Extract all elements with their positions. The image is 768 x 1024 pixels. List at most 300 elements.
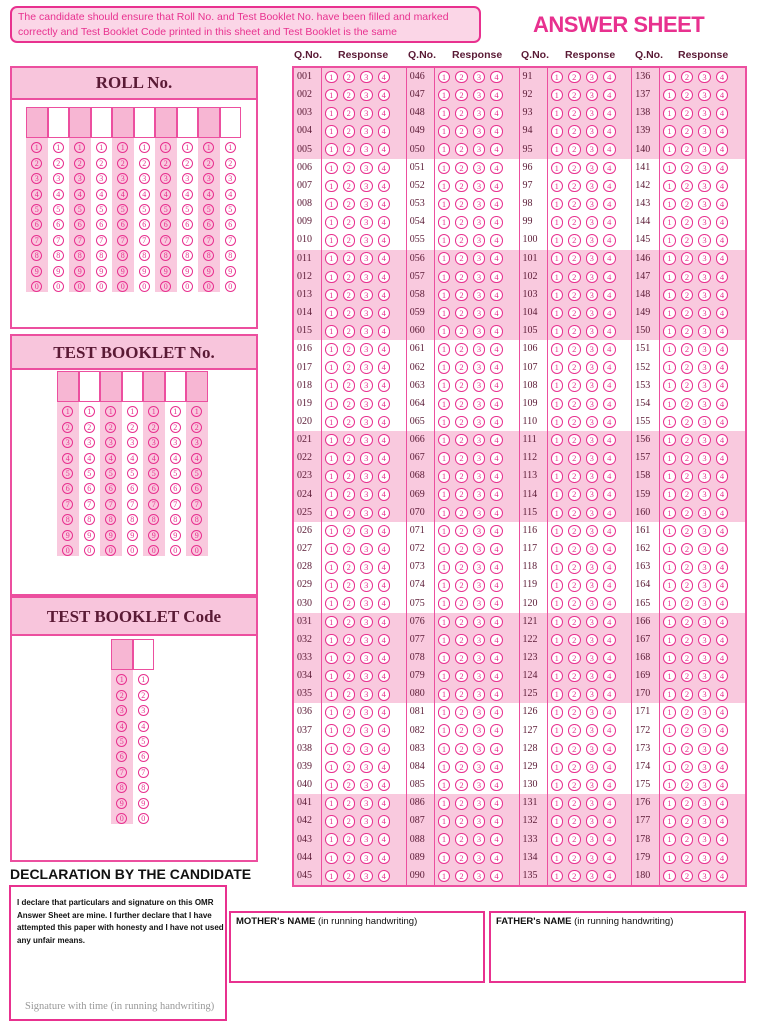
option-bubble[interactable]: 2	[681, 561, 694, 574]
option-bubble[interactable]: 4	[490, 761, 503, 774]
option-bubble[interactable]: 4	[716, 488, 729, 501]
option-bubble[interactable]: 3	[360, 234, 373, 247]
option-bubble[interactable]: 2	[568, 743, 581, 756]
booklet-no-digit-bubble[interactable]: 0	[148, 545, 159, 556]
option-bubble[interactable]: 3	[360, 488, 373, 501]
option-bubble[interactable]: 3	[698, 815, 711, 828]
option-bubble[interactable]: 1	[325, 162, 338, 175]
booklet-code-digit-bubble[interactable]: 9	[138, 798, 149, 809]
roll-digit-bubble[interactable]: 8	[96, 250, 107, 261]
option-bubble[interactable]: 4	[603, 271, 616, 284]
option-bubble[interactable]: 2	[343, 579, 356, 592]
option-bubble[interactable]: 1	[438, 71, 451, 84]
option-bubble[interactable]: 2	[568, 343, 581, 356]
option-bubble[interactable]: 4	[603, 470, 616, 483]
booklet-no-digit-bubble[interactable]: 8	[170, 514, 181, 525]
option-bubble[interactable]: 4	[378, 216, 391, 229]
option-bubble[interactable]: 2	[455, 289, 468, 302]
option-bubble[interactable]: 1	[551, 706, 564, 719]
option-bubble[interactable]: 4	[378, 252, 391, 265]
option-bubble[interactable]: 1	[551, 470, 564, 483]
option-bubble[interactable]: 4	[716, 125, 729, 138]
option-bubble[interactable]: 3	[473, 507, 486, 520]
option-bubble[interactable]: 3	[698, 307, 711, 320]
option-bubble[interactable]: 4	[490, 289, 503, 302]
option-bubble[interactable]: 3	[586, 761, 599, 774]
roll-digit-bubble[interactable]: 7	[203, 235, 214, 246]
option-bubble[interactable]: 1	[663, 597, 676, 610]
booklet-code-digit-bubble[interactable]: 4	[116, 721, 127, 732]
option-bubble[interactable]: 1	[438, 761, 451, 774]
roll-digit-bubble[interactable]: 3	[74, 173, 85, 184]
option-bubble[interactable]: 4	[378, 198, 391, 211]
option-bubble[interactable]: 1	[325, 379, 338, 392]
option-bubble[interactable]: 1	[551, 434, 564, 447]
option-bubble[interactable]: 3	[473, 706, 486, 719]
option-bubble[interactable]: 1	[551, 361, 564, 374]
booklet-no-digit-bubble[interactable]: 5	[191, 468, 202, 479]
option-bubble[interactable]: 4	[378, 307, 391, 320]
booklet-no-digit-bubble[interactable]: 6	[127, 483, 138, 494]
option-bubble[interactable]: 1	[551, 379, 564, 392]
option-bubble[interactable]: 4	[716, 398, 729, 411]
option-bubble[interactable]: 1	[325, 688, 338, 701]
option-bubble[interactable]: 2	[681, 180, 694, 193]
option-bubble[interactable]: 1	[663, 452, 676, 465]
roll-digit-bubble[interactable]: 9	[31, 266, 42, 277]
option-bubble[interactable]: 2	[343, 198, 356, 211]
roll-digit-bubble[interactable]: 4	[225, 189, 236, 200]
option-bubble[interactable]: 4	[716, 761, 729, 774]
booklet-no-digit-bubble[interactable]: 8	[62, 514, 73, 525]
option-bubble[interactable]: 3	[586, 543, 599, 556]
roll-digit-bubble[interactable]: 9	[182, 266, 193, 277]
option-bubble[interactable]: 1	[663, 779, 676, 792]
option-bubble[interactable]: 1	[438, 634, 451, 647]
option-bubble[interactable]: 3	[360, 579, 373, 592]
option-bubble[interactable]: 2	[568, 89, 581, 102]
option-bubble[interactable]: 3	[360, 761, 373, 774]
option-bubble[interactable]: 4	[378, 125, 391, 138]
option-bubble[interactable]: 4	[603, 434, 616, 447]
option-bubble[interactable]: 1	[438, 579, 451, 592]
option-bubble[interactable]: 3	[360, 307, 373, 320]
option-bubble[interactable]: 4	[490, 561, 503, 574]
option-bubble[interactable]: 2	[681, 107, 694, 120]
option-bubble[interactable]: 3	[698, 852, 711, 865]
option-bubble[interactable]: 4	[378, 379, 391, 392]
option-bubble[interactable]: 3	[698, 507, 711, 520]
option-bubble[interactable]: 1	[438, 361, 451, 374]
roll-digit-bubble[interactable]: 6	[31, 219, 42, 230]
option-bubble[interactable]: 2	[343, 234, 356, 247]
option-bubble[interactable]: 4	[378, 652, 391, 665]
roll-digit-bubble[interactable]: 5	[139, 204, 150, 215]
option-bubble[interactable]: 1	[663, 125, 676, 138]
option-bubble[interactable]: 1	[551, 852, 564, 865]
booklet-code-digit-bubble[interactable]: 1	[138, 674, 149, 685]
roll-digit-bubble[interactable]: 5	[74, 204, 85, 215]
option-bubble[interactable]: 1	[551, 616, 564, 629]
option-bubble[interactable]: 2	[455, 307, 468, 320]
roll-digit-bubble[interactable]: 5	[96, 204, 107, 215]
option-bubble[interactable]: 1	[551, 416, 564, 429]
option-bubble[interactable]: 3	[586, 616, 599, 629]
option-bubble[interactable]: 3	[473, 379, 486, 392]
option-bubble[interactable]: 1	[551, 216, 564, 229]
roll-digit-bubble[interactable]: 0	[74, 281, 85, 292]
booklet-no-digit-bubble[interactable]: 0	[191, 545, 202, 556]
option-bubble[interactable]: 4	[716, 743, 729, 756]
option-bubble[interactable]: 1	[438, 125, 451, 138]
booklet-no-digit-bubble[interactable]: 4	[62, 453, 73, 464]
option-bubble[interactable]: 1	[551, 398, 564, 411]
option-bubble[interactable]: 1	[663, 198, 676, 211]
option-bubble[interactable]: 4	[378, 616, 391, 629]
option-bubble[interactable]: 2	[568, 543, 581, 556]
roll-digit-bubble[interactable]: 1	[182, 142, 193, 153]
option-bubble[interactable]: 3	[698, 252, 711, 265]
option-bubble[interactable]: 2	[568, 507, 581, 520]
option-bubble[interactable]: 2	[681, 688, 694, 701]
option-bubble[interactable]: 2	[455, 379, 468, 392]
option-bubble[interactable]: 4	[603, 71, 616, 84]
option-bubble[interactable]: 3	[360, 634, 373, 647]
option-bubble[interactable]: 1	[438, 379, 451, 392]
option-bubble[interactable]: 1	[325, 271, 338, 284]
option-bubble[interactable]: 2	[681, 488, 694, 501]
option-bubble[interactable]: 3	[360, 797, 373, 810]
option-bubble[interactable]: 4	[378, 434, 391, 447]
option-bubble[interactable]: 1	[438, 525, 451, 538]
option-bubble[interactable]: 3	[586, 216, 599, 229]
option-bubble[interactable]: 2	[568, 452, 581, 465]
option-bubble[interactable]: 3	[473, 398, 486, 411]
roll-digit-bubble[interactable]: 4	[53, 189, 64, 200]
option-bubble[interactable]: 4	[603, 543, 616, 556]
booklet-no-digit-bubble[interactable]: 2	[127, 422, 138, 433]
option-bubble[interactable]: 3	[698, 125, 711, 138]
roll-digit-bubble[interactable]: 7	[74, 235, 85, 246]
booklet-no-digit-bubble[interactable]: 7	[105, 499, 116, 510]
option-bubble[interactable]: 2	[568, 434, 581, 447]
option-bubble[interactable]: 3	[698, 543, 711, 556]
roll-digit-bubble[interactable]: 7	[31, 235, 42, 246]
option-bubble[interactable]: 1	[438, 616, 451, 629]
option-bubble[interactable]: 3	[586, 507, 599, 520]
option-bubble[interactable]: 1	[438, 325, 451, 338]
option-bubble[interactable]: 3	[586, 706, 599, 719]
option-bubble[interactable]: 2	[568, 234, 581, 247]
option-bubble[interactable]: 3	[473, 452, 486, 465]
option-bubble[interactable]: 1	[663, 634, 676, 647]
option-bubble[interactable]: 1	[438, 107, 451, 120]
option-bubble[interactable]: 4	[716, 89, 729, 102]
option-bubble[interactable]: 3	[586, 361, 599, 374]
roll-digit-bubble[interactable]: 1	[31, 142, 42, 153]
option-bubble[interactable]: 2	[681, 797, 694, 810]
roll-digit-bubble[interactable]: 2	[96, 158, 107, 169]
option-bubble[interactable]: 4	[603, 852, 616, 865]
option-bubble[interactable]: 1	[551, 488, 564, 501]
option-bubble[interactable]: 3	[698, 761, 711, 774]
option-bubble[interactable]: 2	[455, 761, 468, 774]
option-bubble[interactable]: 2	[455, 724, 468, 737]
option-bubble[interactable]: 1	[438, 180, 451, 193]
option-bubble[interactable]: 3	[360, 470, 373, 483]
option-bubble[interactable]: 3	[360, 252, 373, 265]
option-bubble[interactable]: 1	[551, 289, 564, 302]
option-bubble[interactable]: 4	[716, 289, 729, 302]
option-bubble[interactable]: 4	[378, 234, 391, 247]
option-bubble[interactable]: 3	[586, 470, 599, 483]
option-bubble[interactable]: 3	[360, 434, 373, 447]
option-bubble[interactable]: 2	[568, 616, 581, 629]
option-bubble[interactable]: 1	[551, 724, 564, 737]
option-bubble[interactable]: 2	[455, 452, 468, 465]
booklet-code-digit-bubble[interactable]: 1	[116, 674, 127, 685]
option-bubble[interactable]: 1	[325, 797, 338, 810]
option-bubble[interactable]: 4	[603, 488, 616, 501]
option-bubble[interactable]: 2	[343, 89, 356, 102]
booklet-no-digit-bubble[interactable]: 3	[191, 437, 202, 448]
roll-digit-bubble[interactable]: 9	[225, 266, 236, 277]
option-bubble[interactable]: 2	[343, 343, 356, 356]
option-bubble[interactable]: 4	[378, 833, 391, 846]
option-bubble[interactable]: 2	[681, 271, 694, 284]
option-bubble[interactable]: 4	[716, 779, 729, 792]
option-bubble[interactable]: 3	[473, 743, 486, 756]
option-bubble[interactable]: 3	[473, 252, 486, 265]
option-bubble[interactable]: 4	[716, 416, 729, 429]
option-bubble[interactable]: 3	[586, 379, 599, 392]
option-bubble[interactable]: 1	[325, 779, 338, 792]
roll-digit-bubble[interactable]: 5	[31, 204, 42, 215]
option-bubble[interactable]: 1	[325, 488, 338, 501]
option-bubble[interactable]: 2	[681, 616, 694, 629]
option-bubble[interactable]: 2	[568, 361, 581, 374]
booklet-no-entry-box[interactable]	[165, 371, 187, 402]
option-bubble[interactable]: 3	[698, 216, 711, 229]
booklet-code-entry-box[interactable]	[111, 639, 133, 670]
option-bubble[interactable]: 3	[586, 162, 599, 175]
option-bubble[interactable]: 4	[603, 416, 616, 429]
booklet-no-entry-box[interactable]	[79, 371, 101, 402]
roll-digit-bubble[interactable]: 8	[31, 250, 42, 261]
option-bubble[interactable]: 2	[455, 180, 468, 193]
option-bubble[interactable]: 2	[681, 852, 694, 865]
option-bubble[interactable]: 1	[438, 724, 451, 737]
option-bubble[interactable]: 1	[551, 797, 564, 810]
option-bubble[interactable]: 4	[603, 252, 616, 265]
option-bubble[interactable]: 1	[325, 307, 338, 320]
option-bubble[interactable]: 4	[716, 797, 729, 810]
option-bubble[interactable]: 4	[378, 416, 391, 429]
option-bubble[interactable]: 2	[568, 597, 581, 610]
option-bubble[interactable]: 1	[663, 470, 676, 483]
option-bubble[interactable]: 3	[698, 71, 711, 84]
option-bubble[interactable]: 1	[325, 833, 338, 846]
option-bubble[interactable]: 4	[490, 89, 503, 102]
option-bubble[interactable]: 4	[490, 724, 503, 737]
option-bubble[interactable]: 4	[490, 379, 503, 392]
option-bubble[interactable]: 2	[455, 543, 468, 556]
option-bubble[interactable]: 1	[438, 271, 451, 284]
option-bubble[interactable]: 2	[681, 761, 694, 774]
booklet-no-digit-bubble[interactable]: 7	[148, 499, 159, 510]
option-bubble[interactable]: 4	[716, 234, 729, 247]
option-bubble[interactable]: 4	[603, 343, 616, 356]
option-bubble[interactable]: 1	[325, 706, 338, 719]
option-bubble[interactable]: 1	[325, 525, 338, 538]
roll-digit-bubble[interactable]: 6	[53, 219, 64, 230]
option-bubble[interactable]: 1	[663, 852, 676, 865]
option-bubble[interactable]: 4	[490, 634, 503, 647]
signature-label[interactable]: Signature with time (in running handwriting)	[25, 1001, 215, 1012]
option-bubble[interactable]: 4	[378, 398, 391, 411]
roll-digit-bubble[interactable]: 5	[53, 204, 64, 215]
option-bubble[interactable]: 3	[360, 543, 373, 556]
roll-digit-bubble[interactable]: 1	[160, 142, 171, 153]
option-bubble[interactable]: 1	[551, 743, 564, 756]
roll-digit-bubble[interactable]: 0	[182, 281, 193, 292]
option-bubble[interactable]: 3	[360, 343, 373, 356]
option-bubble[interactable]: 3	[586, 779, 599, 792]
option-bubble[interactable]: 3	[360, 143, 373, 156]
option-bubble[interactable]: 3	[473, 543, 486, 556]
booklet-no-digit-bubble[interactable]: 0	[127, 545, 138, 556]
option-bubble[interactable]: 2	[343, 180, 356, 193]
option-bubble[interactable]: 1	[438, 89, 451, 102]
booklet-no-digit-bubble[interactable]: 9	[84, 530, 95, 541]
option-bubble[interactable]: 4	[603, 870, 616, 883]
option-bubble[interactable]: 1	[663, 616, 676, 629]
roll-digit-bubble[interactable]: 2	[203, 158, 214, 169]
option-bubble[interactable]: 2	[681, 307, 694, 320]
option-bubble[interactable]: 4	[490, 706, 503, 719]
option-bubble[interactable]: 4	[603, 724, 616, 737]
roll-digit-bubble[interactable]: 3	[53, 173, 64, 184]
option-bubble[interactable]: 2	[343, 616, 356, 629]
option-bubble[interactable]: 2	[568, 561, 581, 574]
booklet-code-digit-bubble[interactable]: 2	[116, 690, 127, 701]
option-bubble[interactable]: 3	[586, 180, 599, 193]
roll-digit-bubble[interactable]: 1	[53, 142, 64, 153]
option-bubble[interactable]: 4	[378, 743, 391, 756]
option-bubble[interactable]: 2	[455, 198, 468, 211]
option-bubble[interactable]: 3	[586, 434, 599, 447]
option-bubble[interactable]: 1	[325, 597, 338, 610]
option-bubble[interactable]: 3	[698, 416, 711, 429]
option-bubble[interactable]: 3	[360, 107, 373, 120]
option-bubble[interactable]: 3	[586, 724, 599, 737]
booklet-code-digit-bubble[interactable]: 2	[138, 690, 149, 701]
option-bubble[interactable]: 2	[455, 89, 468, 102]
option-bubble[interactable]: 1	[438, 398, 451, 411]
option-bubble[interactable]: 4	[378, 271, 391, 284]
option-bubble[interactable]: 4	[378, 543, 391, 556]
roll-digit-bubble[interactable]: 3	[117, 173, 128, 184]
option-bubble[interactable]: 4	[490, 543, 503, 556]
option-bubble[interactable]: 1	[325, 579, 338, 592]
option-bubble[interactable]: 1	[663, 670, 676, 683]
booklet-code-digit-bubble[interactable]: 4	[138, 721, 149, 732]
option-bubble[interactable]: 4	[490, 271, 503, 284]
roll-digit-bubble[interactable]: 9	[203, 266, 214, 277]
booklet-code-digit-bubble[interactable]: 3	[116, 705, 127, 716]
booklet-no-digit-bubble[interactable]: 7	[170, 499, 181, 510]
option-bubble[interactable]: 1	[551, 815, 564, 828]
option-bubble[interactable]: 1	[663, 107, 676, 120]
option-bubble[interactable]: 3	[698, 271, 711, 284]
option-bubble[interactable]: 2	[455, 107, 468, 120]
option-bubble[interactable]: 3	[586, 398, 599, 411]
option-bubble[interactable]: 3	[586, 271, 599, 284]
option-bubble[interactable]: 2	[343, 779, 356, 792]
option-bubble[interactable]: 3	[360, 852, 373, 865]
option-bubble[interactable]: 1	[438, 162, 451, 175]
roll-entry-box[interactable]	[220, 107, 242, 138]
option-bubble[interactable]: 4	[603, 670, 616, 683]
option-bubble[interactable]: 2	[681, 470, 694, 483]
option-bubble[interactable]: 4	[603, 507, 616, 520]
option-bubble[interactable]: 2	[455, 815, 468, 828]
option-bubble[interactable]: 1	[438, 852, 451, 865]
option-bubble[interactable]: 2	[681, 870, 694, 883]
roll-digit-bubble[interactable]: 8	[160, 250, 171, 261]
option-bubble[interactable]: 4	[490, 815, 503, 828]
option-bubble[interactable]: 4	[603, 597, 616, 610]
option-bubble[interactable]: 3	[586, 125, 599, 138]
option-bubble[interactable]: 4	[603, 743, 616, 756]
option-bubble[interactable]: 3	[586, 579, 599, 592]
option-bubble[interactable]: 1	[551, 579, 564, 592]
option-bubble[interactable]: 3	[360, 688, 373, 701]
roll-digit-bubble[interactable]: 3	[31, 173, 42, 184]
option-bubble[interactable]: 3	[473, 125, 486, 138]
roll-digit-bubble[interactable]: 5	[182, 204, 193, 215]
option-bubble[interactable]: 1	[438, 797, 451, 810]
option-bubble[interactable]: 3	[586, 815, 599, 828]
option-bubble[interactable]: 4	[716, 597, 729, 610]
option-bubble[interactable]: 3	[698, 670, 711, 683]
option-bubble[interactable]: 2	[455, 579, 468, 592]
roll-digit-bubble[interactable]: 6	[117, 219, 128, 230]
option-bubble[interactable]: 1	[551, 107, 564, 120]
booklet-no-digit-bubble[interactable]: 9	[127, 530, 138, 541]
option-bubble[interactable]: 4	[378, 561, 391, 574]
option-bubble[interactable]: 1	[551, 125, 564, 138]
option-bubble[interactable]: 4	[378, 815, 391, 828]
option-bubble[interactable]: 2	[681, 162, 694, 175]
option-bubble[interactable]: 1	[551, 307, 564, 320]
option-bubble[interactable]: 1	[663, 507, 676, 520]
option-bubble[interactable]: 4	[603, 616, 616, 629]
option-bubble[interactable]: 1	[438, 488, 451, 501]
option-bubble[interactable]: 1	[438, 434, 451, 447]
option-bubble[interactable]: 1	[663, 143, 676, 156]
roll-entry-box[interactable]	[198, 107, 220, 138]
roll-digit-bubble[interactable]: 3	[160, 173, 171, 184]
booklet-code-digit-bubble[interactable]: 5	[138, 736, 149, 747]
roll-digit-bubble[interactable]: 2	[182, 158, 193, 169]
option-bubble[interactable]: 3	[473, 180, 486, 193]
option-bubble[interactable]: 4	[603, 833, 616, 846]
roll-digit-bubble[interactable]: 4	[96, 189, 107, 200]
option-bubble[interactable]: 2	[455, 361, 468, 374]
option-bubble[interactable]: 3	[586, 452, 599, 465]
option-bubble[interactable]: 1	[663, 234, 676, 247]
